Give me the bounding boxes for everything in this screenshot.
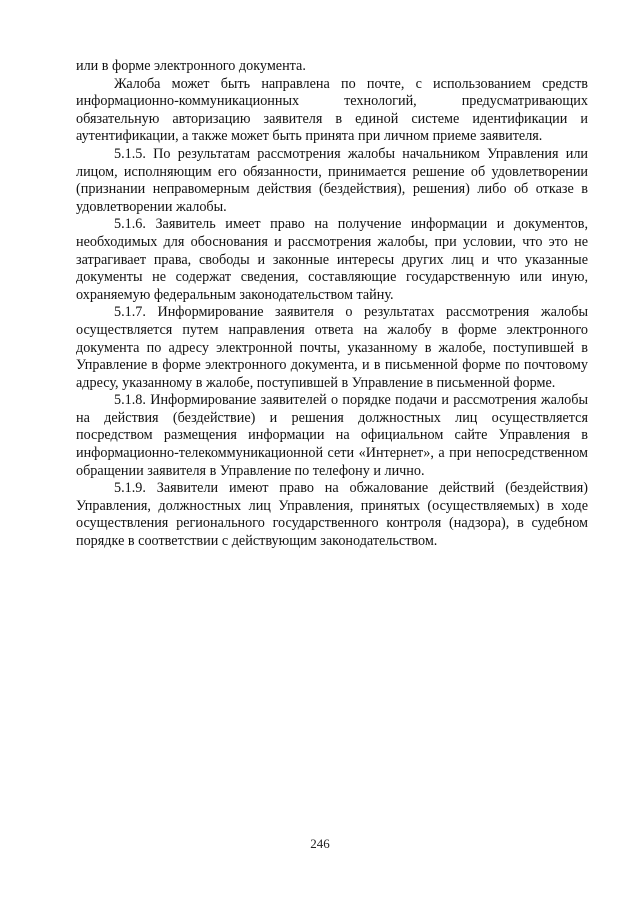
paragraph-5-1-8: 5.1.8. Информирование заявителей о порядке подачи и рассмотрения жалобы на действия (бездействие) и решения должностных лиц осуществляется посредством размещения информации на официальном сайте Управления в информационно-телекоммуникационной сети «Интернет», а при непосредственном обращении заявителя в Управление по телефону и лично.	[76, 392, 588, 479]
paragraph-5-1-9: 5.1.9. Заявители имеют право на обжалование действий (бездействия) Управления, должностных лиц Управления, принятых (осуществляемых) в ходе осуществления регионального государственного контроля (надзора), в судебном порядке в соответствии с действующим законодательством.	[76, 480, 588, 550]
paragraph-continuation: или в форме электронного документа.	[76, 58, 306, 74]
paragraph-5-1-6: 5.1.6. Заявитель имеет право на получение информации и документов, необходимых для обоснования и рассмотрения жалобы, при условии, что это не затрагивает права, свободы и законные интересы других лиц и что указанные документы не содержат сведения, составляющие государственную или иную, охраняемую федеральным законодательством тайну.	[76, 216, 588, 303]
paragraph-5-1-5: 5.1.5. По результатам рассмотрения жалобы начальником Управления или лицом, исполняющим его обязанности, принимается решение об удовлетворении (признании неправомерным действия (бездействия), решения) либо об отказе в удовлетворении жалобы.	[76, 145, 588, 215]
paragraph-5-1-7: 5.1.7. Информирование заявителя о результатах рассмотрения жалобы осуществляется путем направления ответа на жалобу в форме электронного документа по адресу электронной почты, указанному в жалобе, поступившей в Управление в форме электронного документа, и в письменной форме по почтовому адресу, указанному в жалобе, поступившей в Управление в письменной форме.	[76, 304, 588, 391]
paragraph-complaint-submission: Жалоба может быть направлена по почте, с использованием средств информационно-коммуникационных технологий, предусматривающих обязательную авторизацию заявителя в единой системе идентификации и аутентификации, а также может быть принята при личном приеме заявителя.	[76, 75, 588, 145]
page-number: 246	[310, 836, 330, 851]
document-body	[76, 58, 588, 551]
